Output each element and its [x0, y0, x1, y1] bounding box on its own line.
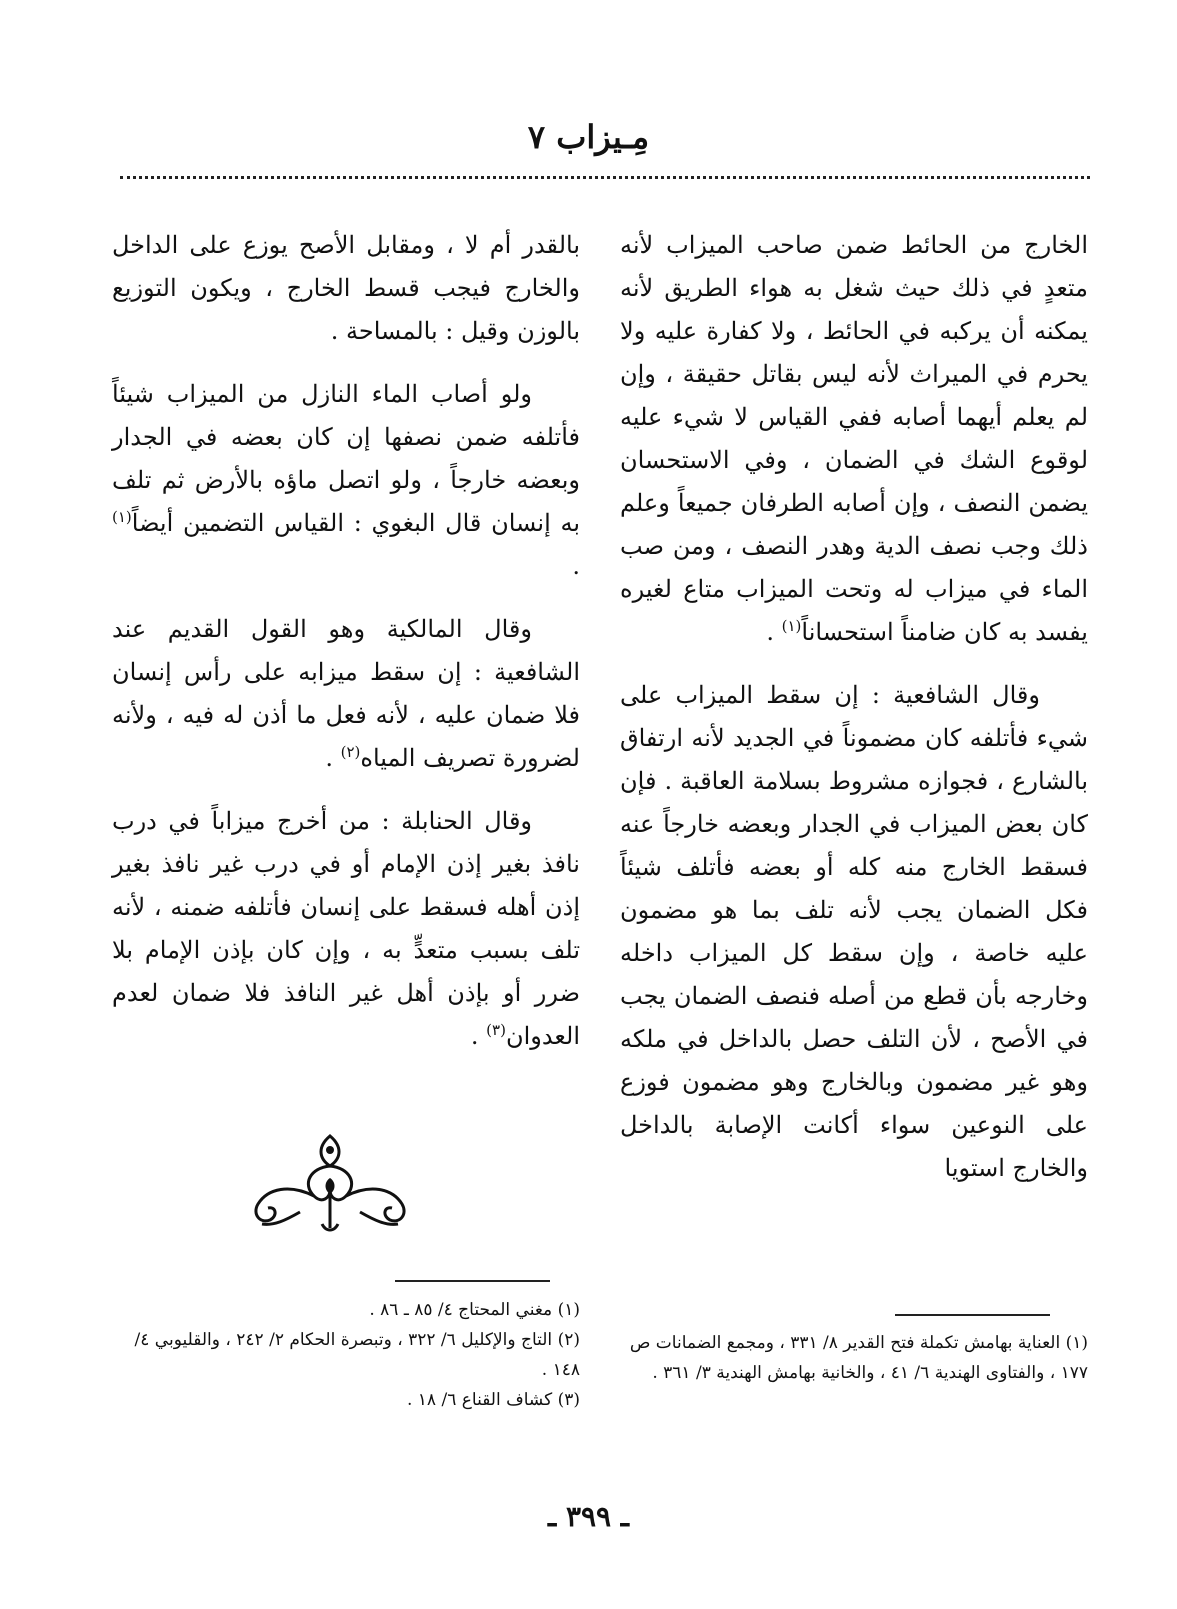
paragraph: وقال المالكية وهو القول القديم عند الشافعية : إن سقط ميزابه على رأس إنسان فلا ضمان عليه ، لأنه فعل ما أذن له فيه ، ولأنه لضرورة تصريف المياه$^{(٢)}$ .	[112, 615, 580, 772]
paragraph: بالقدر أم لا ، ومقابل الأصح يوزع على الداخل والخارج فيجب قسط الخارج ، ويكون التوزيع بالوزن وقيل : بالمساحة .	[112, 231, 580, 345]
footnote-separator	[395, 1280, 550, 1282]
footnote: (٢) التاج والإكليل ٦/ ٣٢٢ ، وتبصرة الحكام ٢/ ٢٤٢ ، والقليوبي ٤/ ١٤٨ .	[134, 1330, 580, 1380]
footnote-ref[interactable]: (٣)	[486, 1021, 506, 1039]
page-number: ـ ٣٩٩ ـ	[547, 1500, 630, 1533]
page-header-title: مِـيزاب ٧	[527, 118, 650, 156]
footnote-ref[interactable]: (١)	[781, 617, 802, 635]
decorative-ornament-icon	[240, 1128, 420, 1240]
footnote: (٣) كشاف القناع ٦/ ١٨ .	[406, 1390, 580, 1410]
footnote: (١) العناية بهامش تكملة فتح القدير ٨/ ٣٣١ ، ومجمع الضمانات ص ١٧٧ ، والفتاوى الهندية ٦/ ٤١ ، والخانية بهامش الهندية ٣/ ٣٦١ .	[629, 1333, 1088, 1383]
paragraph: وقال الشافعية : إن سقط الميزاب على شيء فأتلفه كان مضموناً في الجديد لأنه ارتفاق بالشارع ، فجوازه مشروط بسلامة العاقبة . فإن كان بعض الميزاب في الجدار وبعضه خارجاً عنه فسقط الخارج منه كله أو بعضه فأتلف شيئاً فكل الضمان يجب لأنه تلف بما هو مضمون عليه خاصة ، وإن سقط كل الميزاب داخله وخارجه بأن قطع من أصله فنصف الضمان يجب في الأصح ، لأن التلف حصل بالداخل في ملكه وهو غير مضمون وبالخارج وهو مضمون فوزع على النوعين سواء أكانت الإصابة بالداخل والخارج استويا	[620, 681, 1088, 1182]
paragraph: ولو أصاب الماء النازل من الميزاب شيئاً فأتلفه ضمن نصفها إن كان بعضه في الجدار وبعضه خارجاً ، ولو اتصل ماؤه بالأرض ثم تلف به إنسان قال البغوي : القياس التضمين أيضاً$^{(١)}$ .	[112, 380, 580, 580]
right-column	[620, 224, 1088, 1210]
footnote-ref[interactable]: (٢)	[340, 743, 361, 761]
header-dotted-rule	[120, 176, 1090, 179]
footnotes-left	[112, 1295, 580, 1415]
footnote: (١) مغني المحتاج ٤/ ٨٥ ـ ٨٦ .	[369, 1300, 580, 1320]
left-column	[112, 224, 580, 1078]
paragraph: الخارج من الحائط ضمن صاحب الميزاب لأنه متعدٍ في ذلك حيث شغل به هواء الطريق لأنه يمكنه أن يركبه في الحائط ، ولا كفارة عليه ولا يحرم في الميراث لأنه ليس بقاتل حقيقة ، وإن لم يعلم أيهما أصابه ففي القياس لا شيء عليه لوقوع الشك في الضمان ، وفي الاستحسان يضمن النصف ، وإن أصابه الطرفان جميعاً وعلم ذلك وجب نصف الدية وهدر النصف ، ومن صب الماء في ميزاب له وتحت الميزاب متاع لغيره يفسد به كان ضامناً استحساناً$^{(١)}$ .	[620, 231, 1088, 646]
footnote-separator	[895, 1314, 1050, 1316]
footnotes-right	[620, 1328, 1088, 1388]
paragraph: وقال الحنابلة : من أخرج ميزاباً في درب نافذ بغير إذن الإمام أو في درب غير نافذ بغير إذن أهله فسقط على إنسان فأتلفه ضمنه ، لأنه تلف بسبب متعدٍّ به ، وإن كان بإذن الإمام بلا ضرر أو بإذن أهل غير النافذ فلا ضمان لعدم العدوان$^{(٣)}$ .	[112, 807, 580, 1050]
footnote-ref[interactable]: (١)	[112, 508, 132, 526]
